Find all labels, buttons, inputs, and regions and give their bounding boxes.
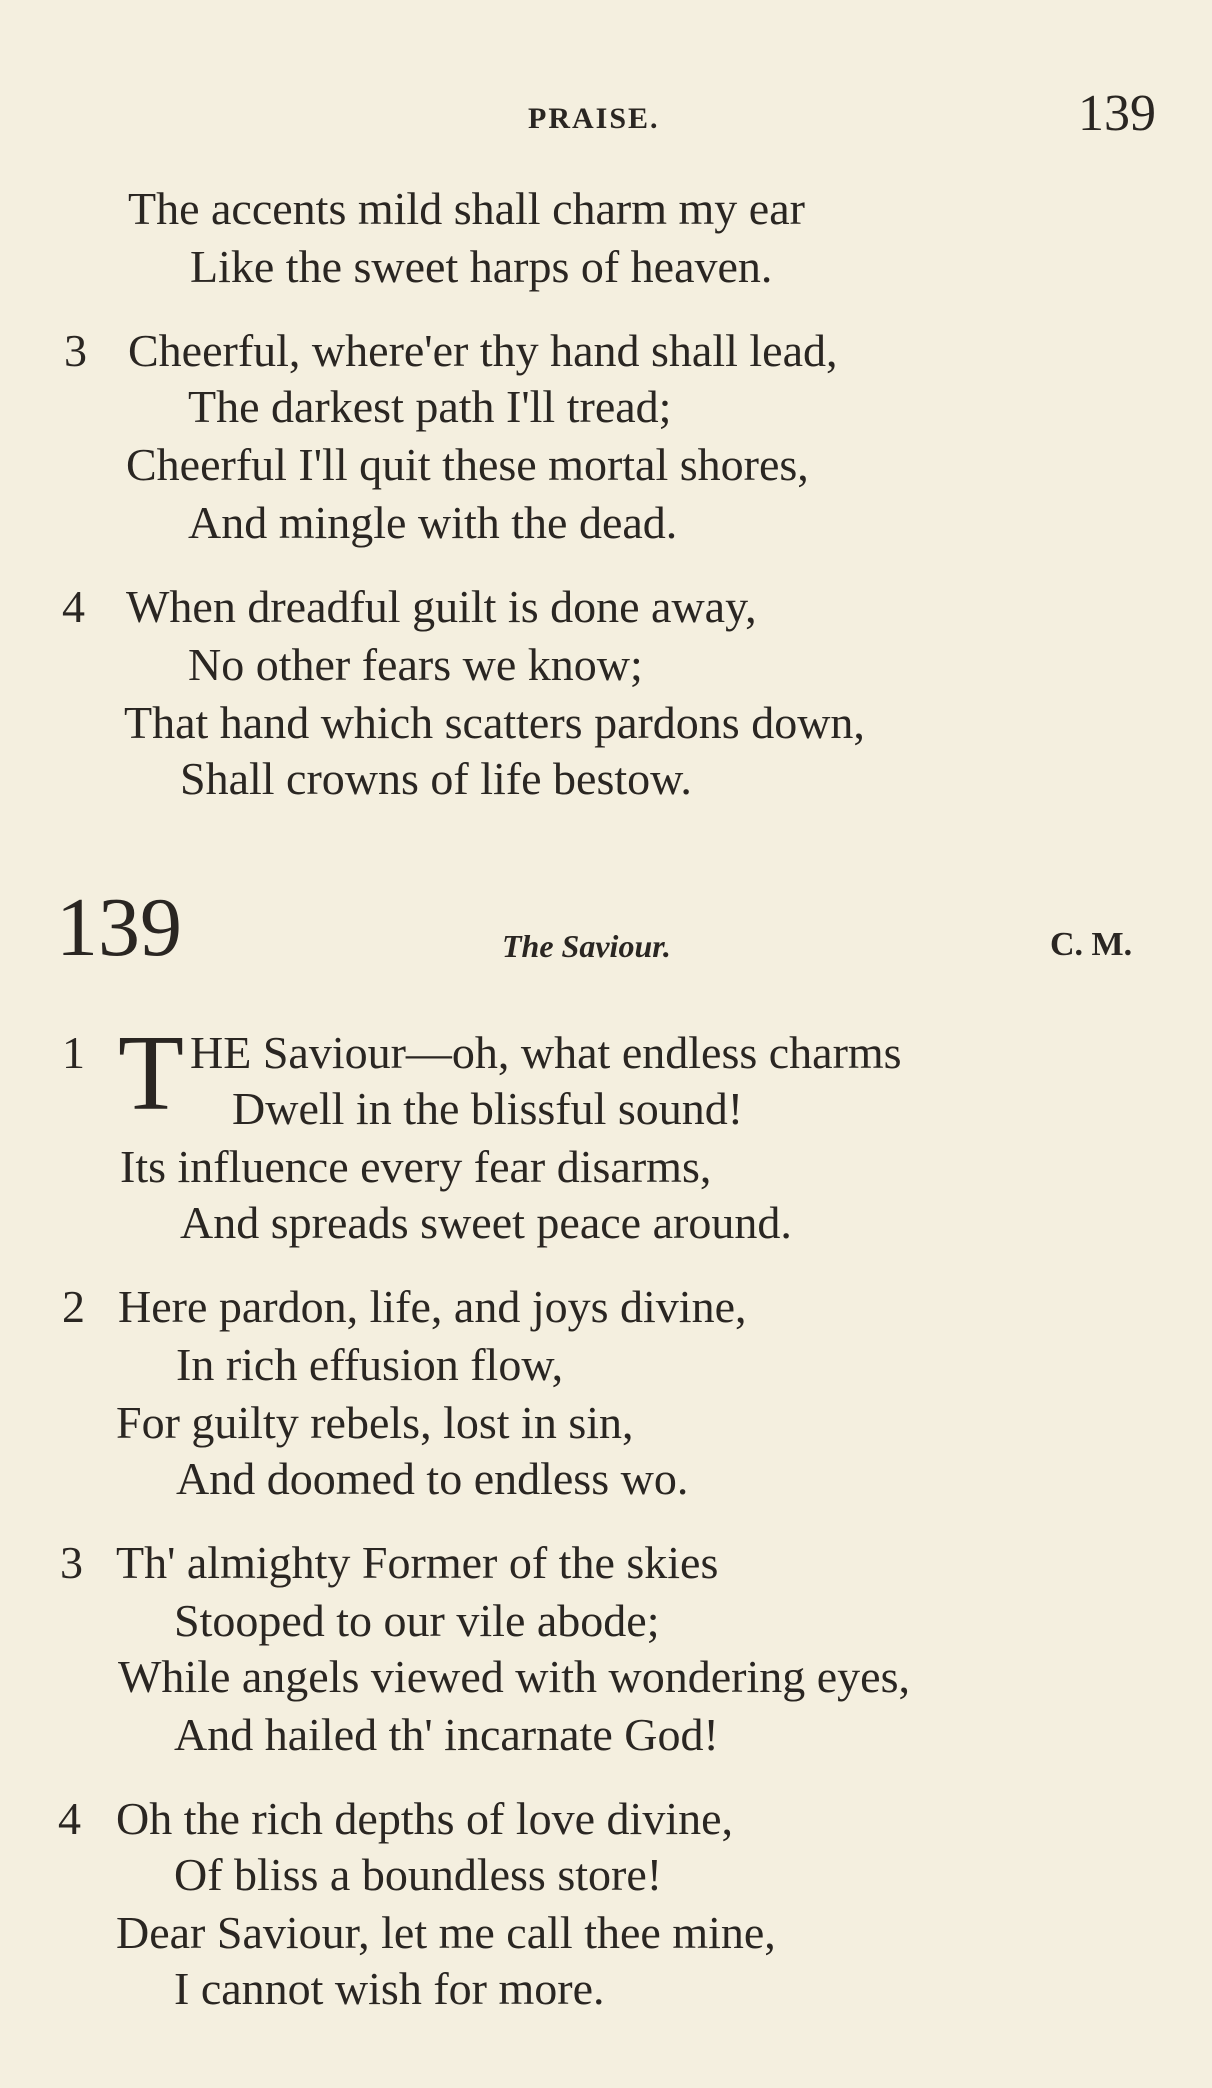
running-header: PRAISE. (528, 102, 660, 135)
verse-line: And mingle with the dead. (188, 497, 678, 548)
verse-number: 2 (62, 1281, 85, 1332)
verse-line: And doomed to endless wo. (176, 1453, 689, 1504)
verse-line: Dwell in the blissful sound! (232, 1083, 744, 1134)
verse-line: Shall crowns of life bestow. (180, 753, 692, 804)
verse-line: And hailed th' incarnate God! (174, 1709, 719, 1760)
verse-line: Of bliss a boundless store! (174, 1849, 663, 1900)
verse-line: Oh the rich depths of love divine, (116, 1793, 734, 1844)
hymn-title: The Saviour. (502, 928, 671, 964)
verse-number: 3 (60, 1537, 83, 1588)
verse-line: Its influence every fear disarms, (120, 1141, 712, 1192)
verse-line: For guilty rebels, lost in sin, (116, 1397, 634, 1448)
verse-line: In rich effusion flow, (176, 1339, 564, 1390)
verse-number: 4 (62, 581, 85, 632)
hymn-number: 139 (56, 881, 182, 974)
verse-line: I cannot wish for more. (174, 1963, 605, 2014)
verse-line: HE Saviour—oh, what endless charms (190, 1027, 902, 1078)
verse-line: No other fears we know; (188, 639, 643, 690)
verse-line: Like the sweet harps of heaven. (190, 241, 773, 292)
verse-line: The darkest path I'll tread; (188, 381, 672, 432)
verse-line: Dear Saviour, let me call thee mine, (116, 1907, 776, 1958)
verse-line: Cheerful I'll quit these mortal shores, (126, 439, 809, 490)
verse-line: The accents mild shall charm my ear (128, 183, 805, 234)
verse-number: 1 (62, 1027, 85, 1078)
verse-line: When dreadful guilt is done away, (126, 581, 757, 632)
verse-line: Stooped to our vile abode; (174, 1595, 660, 1646)
hymn-meter: C. M. (1050, 926, 1133, 963)
page-number: 139 (1078, 85, 1156, 142)
verse-line: Here pardon, life, and joys divine, (118, 1281, 747, 1332)
drop-cap: T (118, 1014, 184, 1133)
verse-line: While angels viewed with wondering eyes, (118, 1651, 910, 1702)
verse-line: Cheerful, where'er thy hand shall lead, (128, 325, 838, 376)
verse-line: Th' almighty Former of the skies (116, 1537, 719, 1588)
verse-number: 3 (64, 325, 87, 376)
verse-line: And spreads sweet peace around. (180, 1197, 792, 1248)
verse-number: 4 (58, 1793, 81, 1844)
verse-line: That hand which scatters pardons down, (124, 697, 865, 748)
